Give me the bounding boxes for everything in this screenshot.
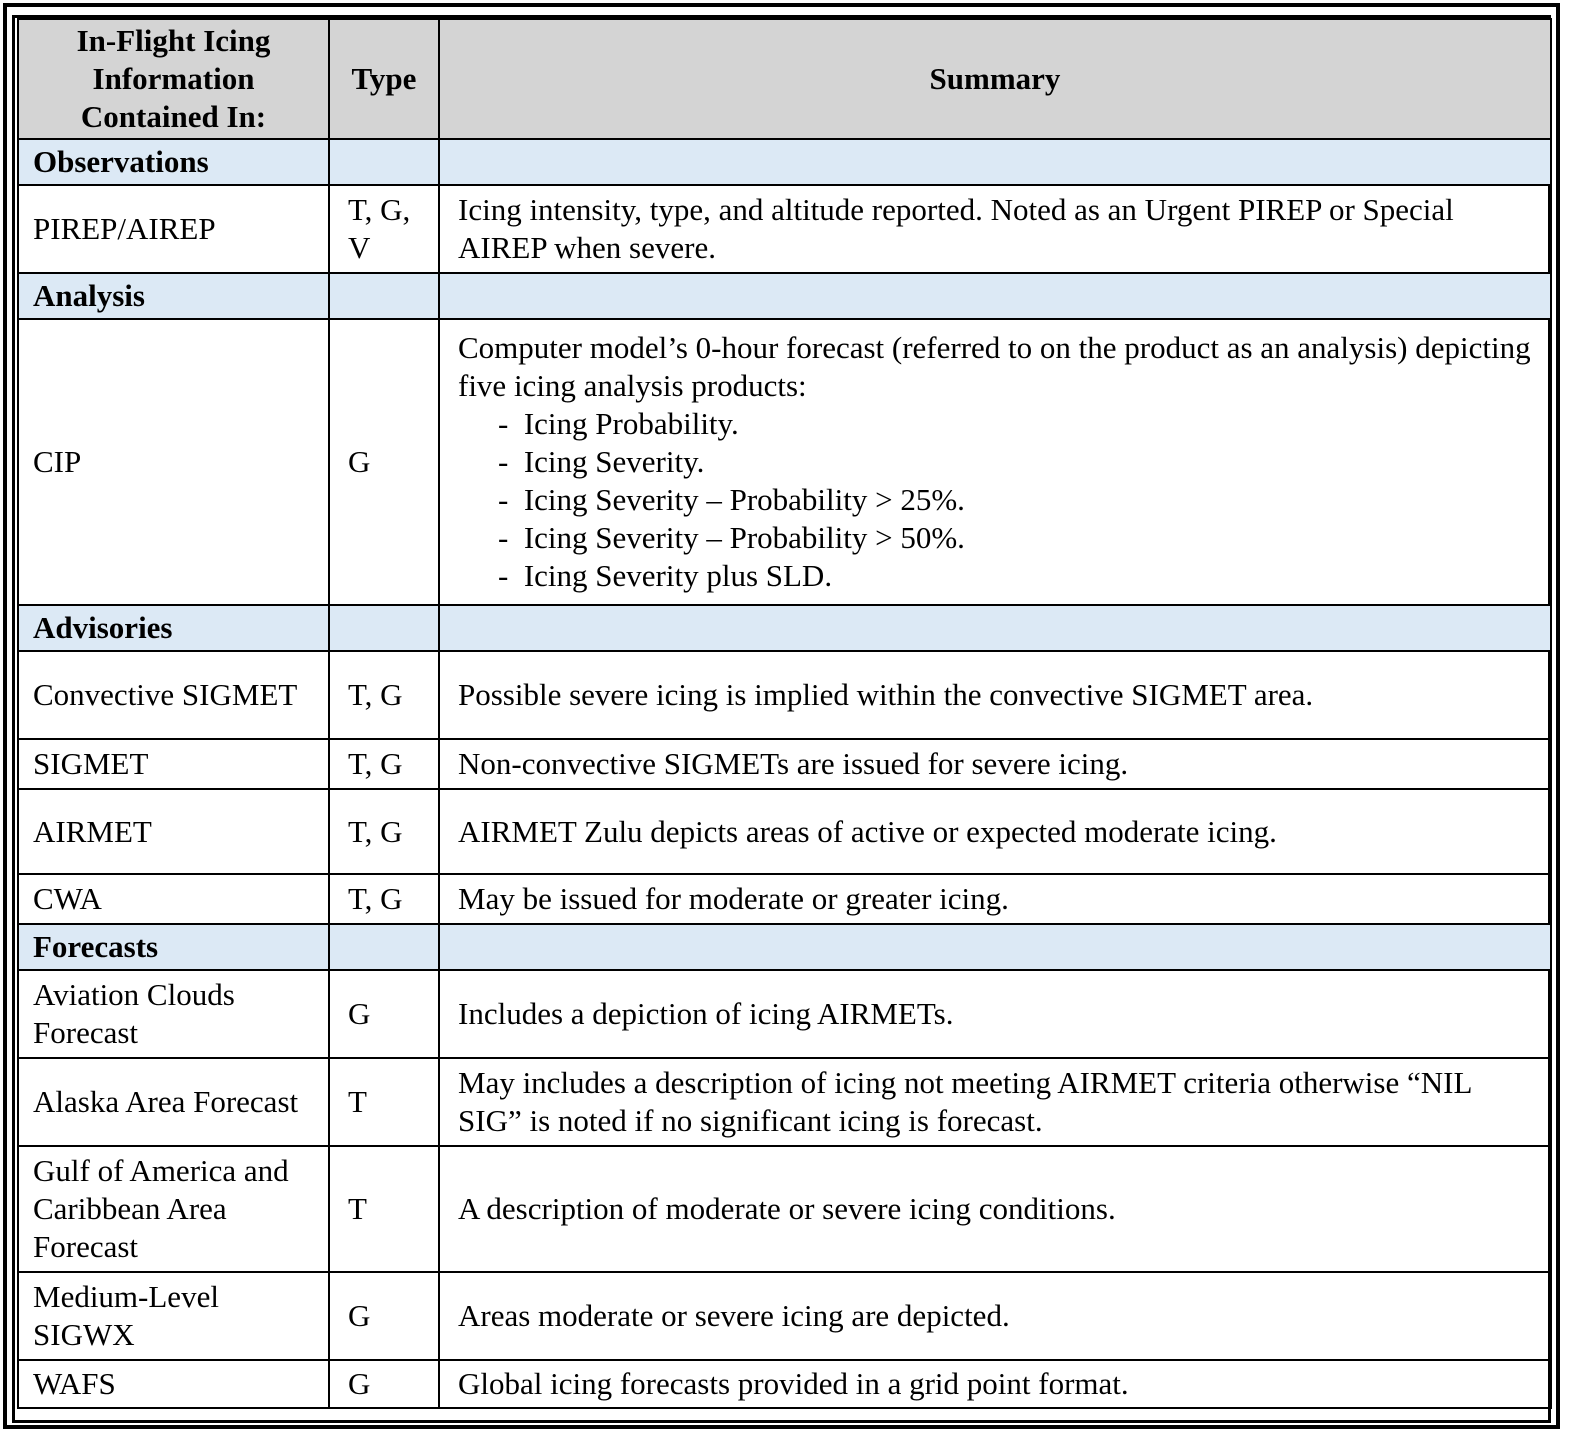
- type-cell: T, G: [329, 651, 439, 739]
- type-cell: T, G: [329, 789, 439, 874]
- section-row-analysis: [18, 273, 1551, 319]
- table-row: [18, 651, 1551, 739]
- bullet-item: - Icing Probability.: [498, 405, 1542, 443]
- source-cell: PIREP/AIREP: [18, 185, 329, 273]
- icing-information-table: [17, 18, 1552, 1409]
- source-cell: SIGMET: [18, 739, 329, 789]
- summary-cell: Global icing forecasts provided in a grid point format.: [439, 1360, 1551, 1408]
- summary-text: Computer model’s 0-hour forecast (referred to on the product as an analysis) depicting five icing analysis products:: [458, 330, 1531, 403]
- section-label: Forecasts: [18, 924, 329, 970]
- header-source: In-Flight Icing Information Contained In:: [18, 19, 329, 139]
- summary-cell: A description of moderate or severe icing conditions.: [439, 1146, 1551, 1272]
- table-row: [18, 1272, 1551, 1360]
- source-cell: AIRMET: [18, 789, 329, 874]
- summary-cell: AIRMET Zulu depicts areas of active or expected moderate icing.: [439, 789, 1551, 874]
- table-row: [18, 1360, 1551, 1408]
- type-cell: T, G, V: [329, 185, 439, 273]
- source-cell: CIP: [18, 319, 329, 605]
- source-cell: Medium-Level SIGWX: [18, 1272, 329, 1360]
- type-cell: T: [329, 1146, 439, 1272]
- source-cell: Aviation Clouds Forecast: [18, 970, 329, 1058]
- table-row: [18, 874, 1551, 924]
- header-type: Type: [329, 19, 439, 139]
- source-cell: CWA: [18, 874, 329, 924]
- section-row-observations: [18, 139, 1551, 185]
- summary-cell: [439, 319, 1551, 605]
- section-label: Analysis: [18, 273, 329, 319]
- section-row-forecasts: [18, 924, 1551, 970]
- section-row-advisories: [18, 605, 1551, 651]
- header-row: [18, 19, 1551, 139]
- summary-cell: May be issued for moderate or greater icing.: [439, 874, 1551, 924]
- type-cell: G: [329, 319, 439, 605]
- header-summary: Summary: [439, 19, 1551, 139]
- source-cell: Convective SIGMET: [18, 651, 329, 739]
- summary-cell: Areas moderate or severe icing are depicted.: [439, 1272, 1551, 1360]
- type-cell: T, G: [329, 739, 439, 789]
- summary-cell: May includes a description of icing not meeting AIRMET criteria otherwise “NIL SIG” is noted if no significant icing is forecast.: [439, 1058, 1551, 1146]
- table-row: [18, 739, 1551, 789]
- table-row: [18, 970, 1551, 1058]
- section-label: Observations: [18, 139, 329, 185]
- source-cell: WAFS: [18, 1360, 329, 1408]
- summary-cell: Possible severe icing is implied within the convective SIGMET area.: [439, 651, 1551, 739]
- type-cell: T: [329, 1058, 439, 1146]
- bullet-item: - Icing Severity – Probability > 25%.: [498, 481, 1542, 519]
- source-cell: Alaska Area Forecast: [18, 1058, 329, 1146]
- bullet-item: - Icing Severity.: [498, 443, 1542, 481]
- table-row: [18, 319, 1551, 605]
- bullet-list: [458, 405, 1542, 595]
- table-row: [18, 789, 1551, 874]
- source-cell: Gulf of America and Caribbean Area Forecast: [18, 1146, 329, 1272]
- table-row: [18, 185, 1551, 273]
- summary-cell: Icing intensity, type, and altitude reported. Noted as an Urgent PIREP or Special AIREP when severe.: [439, 185, 1551, 273]
- summary-cell: Non-convective SIGMETs are issued for severe icing.: [439, 739, 1551, 789]
- table-row: [18, 1146, 1551, 1272]
- type-cell: G: [329, 970, 439, 1058]
- summary-cell: Includes a depiction of icing AIRMETs.: [439, 970, 1551, 1058]
- bullet-item: - Icing Severity plus SLD.: [498, 557, 1542, 595]
- type-cell: G: [329, 1360, 439, 1408]
- type-cell: G: [329, 1272, 439, 1360]
- section-label: Advisories: [18, 605, 329, 651]
- table-row: [18, 1058, 1551, 1146]
- type-cell: T, G: [329, 874, 439, 924]
- bullet-item: - Icing Severity – Probability > 50%.: [498, 519, 1542, 557]
